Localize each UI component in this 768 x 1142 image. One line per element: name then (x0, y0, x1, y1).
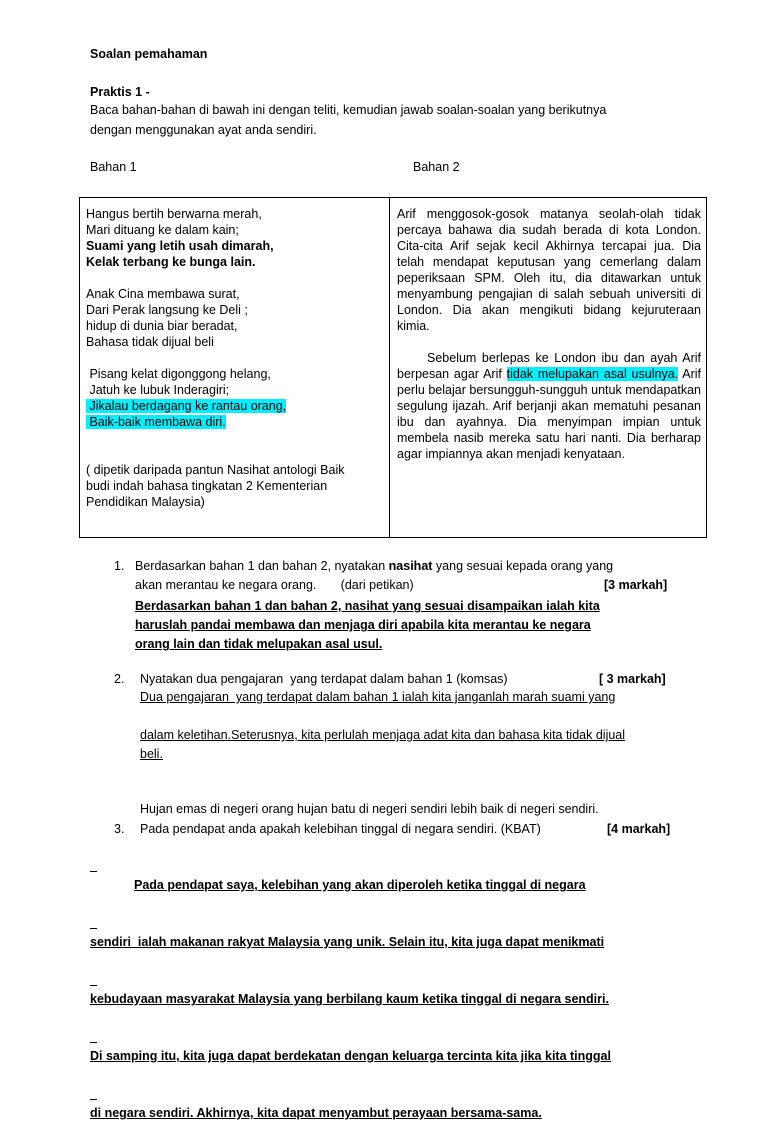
pantun-line: Bahasa tidak dijual beli (86, 335, 214, 349)
q2-answer-line: dalam keletihan.Seterusnya, kita perlulah menjaga adat kita dan bahasa kita tidak dijual (140, 728, 626, 742)
pantun-line: Anak Cina membawa surat, (86, 287, 240, 301)
pantun-line: Dari Perak langsung ke Deli ; (86, 303, 248, 317)
answer-line: di negara sendiri. Akhirnya, kita dapat menyambut perayaan bersama-sama. (90, 1106, 542, 1120)
q1-text-line-2: akan merantau ke negara orang. (dari petikan) (135, 578, 414, 592)
highlighted-phrase: tidak melupakan asal usulnya. (506, 367, 679, 381)
answer-line: haruslah pandai membawa dan menjaga diri apabila kita merantau ke negara (135, 618, 591, 632)
q2-number: 2. (114, 672, 125, 686)
bahan2-paragraph-2 (397, 350, 701, 462)
q2-answer-line: Dua pengajaran yang terdapat dalam bahan 1 ialah kita janganlah marah suami yang (140, 690, 616, 704)
q3-quote: Hujan emas di negeri orang hujan batu di negeri sendiri lebih baik di negeri sendiri. (140, 802, 599, 816)
pantun-line: Pisang kelat digonggong helang, (86, 367, 271, 381)
q1-marks: [3 markah] (604, 578, 668, 592)
instruction-line-1: Baca bahan-bahan di bawah ini dengan teliti, kemudian jawab soalan-soalan yang berikutnya (90, 103, 607, 117)
source-line: budi indah bahasa tingkatan 2 Kementerian (86, 479, 328, 493)
answer-line: kebudayaan masyarakat Malaysia yang berbilang kaum ketika tinggal di negara sendiri. (90, 992, 609, 1006)
pantun-line: Hangus bertih berwarna merah, (86, 207, 262, 221)
paragraph-text: Sebelum berlepas ke London ibu dan ayah Arif berpesan agar Arif (397, 351, 701, 381)
q2-text: Nyatakan dua pengajaran yang terdapat dalam bahan 1 (komsas) (140, 672, 508, 686)
bahan2-header: Bahan 2 (413, 160, 460, 174)
answer-line: Pada pendapat saya, kelebihan yang akan diperoleh ketika tinggal di negara (134, 878, 586, 892)
practice-heading: Praktis 1 - (90, 85, 150, 99)
answer-line: orang lain dan tidak melupakan asal usul. (135, 637, 383, 651)
q2-answer-line: beli. (140, 747, 163, 761)
pantun-line: Suami yang letih usah dimarah, (86, 239, 274, 253)
instruction-line-2: dengan menggunakan ayat anda sendiri. (90, 123, 317, 137)
pantun-line: Kelak terbang ke bunga lain. (86, 255, 256, 269)
q1-answer (135, 597, 600, 654)
q3-marks: [4 markah] (607, 822, 671, 836)
source-line: Pendidikan Malaysia) (86, 495, 205, 509)
bahan2-paragraph-1: Arif menggosok-gosok matanya seolah-olah tidak percaya bahawa dia sudah berada di kota London. Cita-cita Arif sejak kecil Akhirnya tercapai jua. Dia telah mendapat keputusan yang cemerlang dalam peperiksaan SPM. Oleh itu, dia ditawarkan untuk menyambung pengajian di salah sebuah universiti di London. Dia akan mengikuti bidang kejuruteraan kimia. (397, 207, 701, 333)
source-line: ( dipetik daripada pantun Nasihat antologi Baik (86, 463, 345, 477)
q1-text: Berdasarkan bahan 1 dan bahan 2, nyatakan nasihat yang sesuai kepada orang yang (135, 559, 614, 573)
table-divider (389, 197, 390, 538)
pantun-line: hidup di dunia biar beradat, (86, 319, 238, 333)
answer-line: Di samping itu, kita juga dapat berdekatan dengan keluarga tercinta kita jika kita tinggal (90, 1049, 611, 1063)
q3-text: Pada pendapat anda apakah kelebihan tinggal di negara sendiri. (KBAT) (140, 822, 541, 836)
answer-line: Berdasarkan bahan 1 dan bahan 2, nasihat yang sesuai disampaikan ialah kita (135, 599, 600, 613)
q2-marks: [ 3 markah] (599, 672, 666, 686)
bahan1-cell (86, 206, 382, 510)
pantun-line: Jatuh ke lubuk Inderagiri; (86, 383, 230, 397)
highlighted-pantun-line: Baik-baik membawa diri. (86, 415, 226, 429)
paragraph-text: Arif perlu belajar bersungguh-sungguh untuk mendapatkan segulung ijazah. Arif berjanji akan mematuhi pesanan ibu dan ayahnya. Dia menyimpan impian untuk membela nasib mereka satu hari nanti. Dia berharap agar impiannya akan menjadi kenyataan. (397, 367, 701, 461)
page-title: Soalan pemahaman (90, 47, 208, 61)
bahan1-header: Bahan 1 (90, 160, 137, 174)
bahan2-cell (397, 206, 701, 462)
highlighted-pantun-line: Jikalau berdagang ke rantau orang, (86, 399, 287, 413)
answer-line: sendiri ialah makanan rakyat Malaysia yang unik. Selain itu, kita juga dapat menikmati (90, 935, 605, 949)
q1-number: 1. (114, 559, 125, 573)
pantun-line: Mari dituang ke dalam kain; (86, 223, 239, 237)
q3-number: 3. (114, 822, 125, 836)
q3-answer (90, 838, 611, 1142)
